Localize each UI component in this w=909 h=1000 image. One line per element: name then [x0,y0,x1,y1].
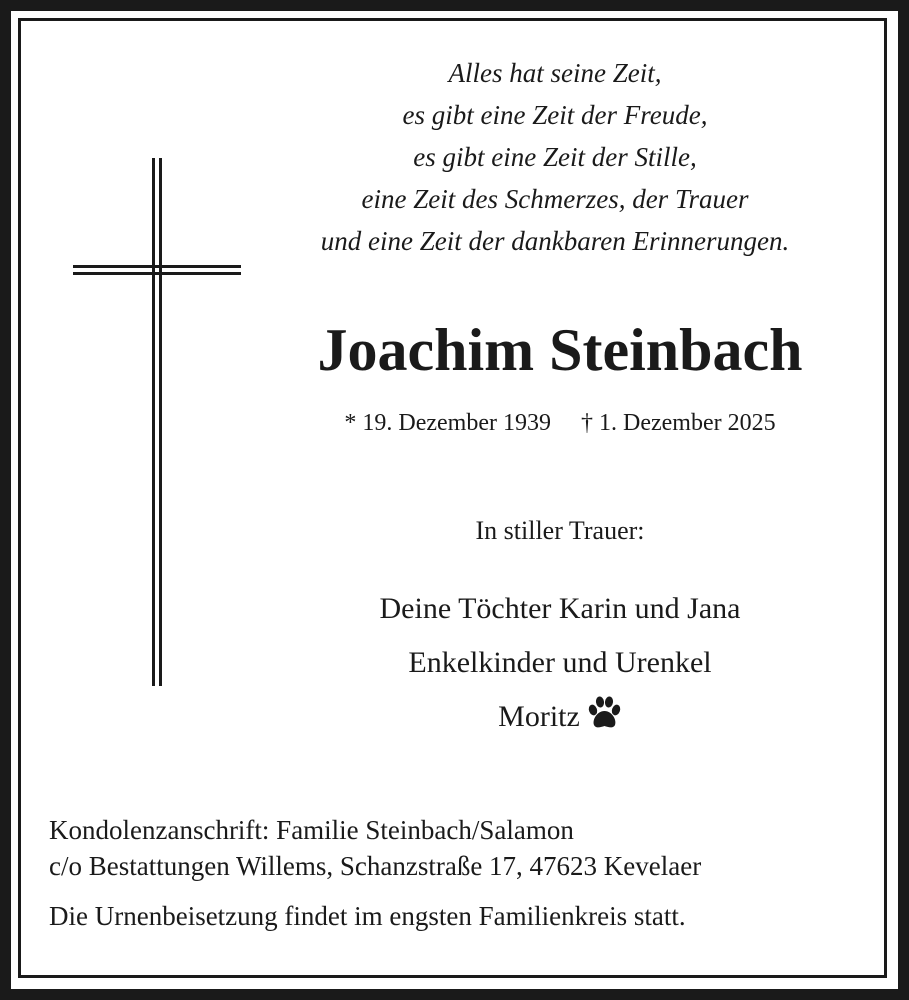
paw-print-icon [586,696,622,730]
mourning-heading: In stiller Trauer: [475,516,645,545]
life-dates [270,406,850,440]
mourner-pet-name: Moritz [498,700,580,733]
verse-line: es gibt eine Zeit der Stille, [413,142,697,172]
verse-line: es gibt eine Zeit der Freude, [402,100,708,130]
verse-line: eine Zeit des Schmerzes, der Trauer [361,184,749,214]
verse-block [270,52,840,262]
death-date: † 1. Dezember 2025 [581,410,776,436]
condolence-address-line1: Kondolenzanschrift: Familie Steinbach/Salamon [49,815,574,845]
verse-line: Alles hat seine Zeit, [448,58,662,88]
deceased-name: Joachim Steinbach [317,317,803,383]
verse-line: und eine Zeit der dankbaren Erinnerungen. [320,226,790,256]
burial-note: Die Urnenbeisetzung findet im engsten Familienkreis statt. [49,901,686,931]
mourner-entry-pet [230,690,890,744]
double-line-cross-icon [73,158,243,686]
mourner-entry: Deine Töchter Karin und Jana [379,592,741,625]
condolence-address-line2: c/o Bestattungen Willems, Schanzstraße 17, 47623 Kevelaer [49,851,702,881]
mourners-list [230,582,890,744]
mourner-entry: Enkelkinder und Urenkel [408,646,712,679]
footer-block [49,812,879,934]
birth-date: * 19. Dezember 1939 [344,410,551,436]
